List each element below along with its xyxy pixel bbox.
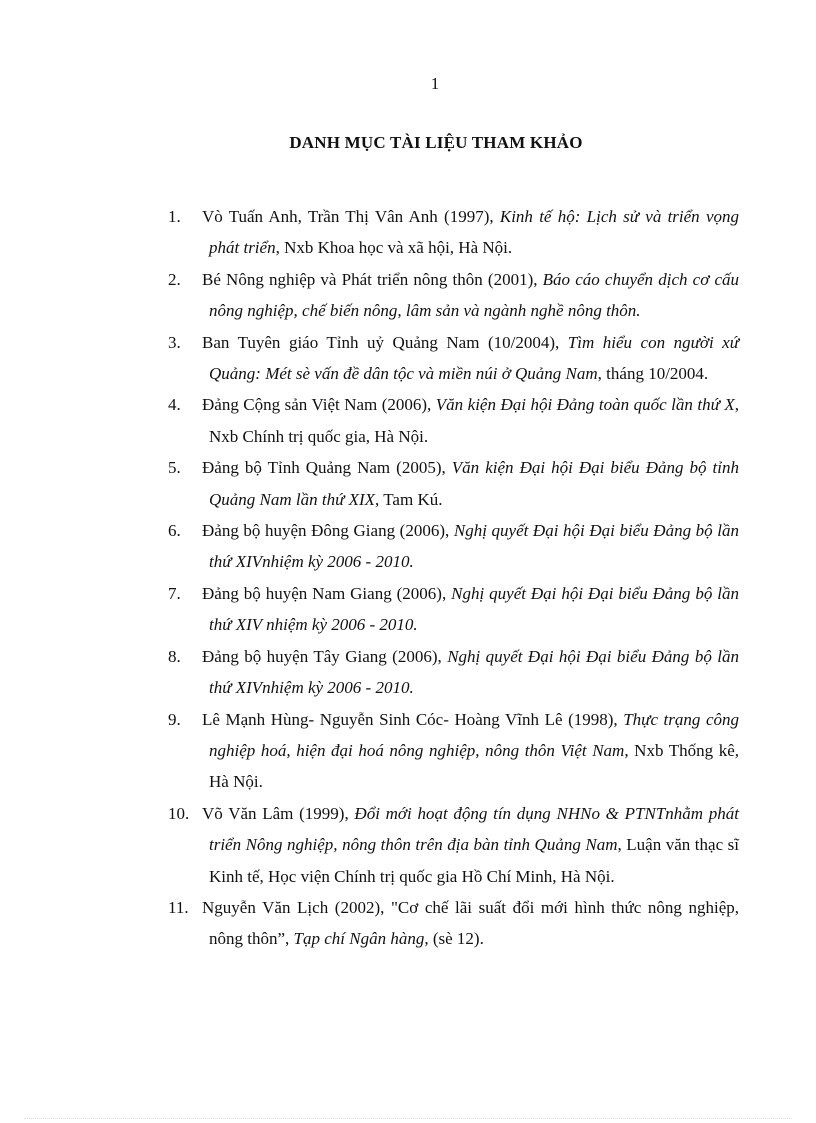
reference-publisher-text: , Luận văn thạc sĩ Kinh tế, Học viện Chính trị quốc gia Hồ Chí Minh, Hà Nội. (209, 835, 739, 886)
reference-author-text: Võ Văn Lâm (1999), (202, 803, 355, 823)
reference-number: 4. (168, 395, 181, 415)
reference-number: 1. (168, 207, 181, 226)
reference-author-text: Đảng bộ huyện Tây Giang (2006), (202, 646, 448, 666)
reference-item (134, 892, 739, 955)
reference-author-text: Đảng bộ huyện Đông Giang (2006), (202, 521, 454, 541)
reference-number: 3. (168, 332, 181, 352)
reference-title-text: Kinh tế hộ: Lịch sử và triển vọng phát triển (209, 207, 739, 258)
reference-title-text: Đổi mới hoạt động tín dụng NHNo & PTNTnhằm phát triển Nông nghiệp, nông thôn trên địa bàn tỉnh Quảng Nam (209, 803, 739, 855)
reference-list (134, 201, 739, 955)
reference-number: 11. (168, 897, 189, 917)
reference-title-text: Tìm hiểu con người xứ Quảng: Mét sè vấn đề dân tộc và miền núi ở Quảng Nam (209, 332, 739, 384)
reference-number: 6. (168, 521, 181, 541)
reference-author-text: Nguyễn Văn Lịch (2002), "Cơ chế lãi suất đổi mới hình thức nông nghiệp, nông thôn”, (202, 897, 739, 949)
reference-item (134, 264, 739, 327)
reference-title-text: Tạp chí Ngân hàng (293, 929, 425, 949)
reference-publisher-text: , tháng 10/2004. (597, 364, 709, 384)
reference-publisher-text: , (sè 12). (424, 929, 484, 949)
reference-title-text: Nghị quyết Đại hội Đại biểu Đảng bộ lần thứ XIV nhiệm kỳ 2006 - 2010. (209, 583, 740, 635)
reference-item (134, 641, 739, 704)
reference-publisher-text: , Nxb Khoa học và xã hội, Hà Nội. (275, 238, 513, 258)
reference-number: 2. (168, 269, 181, 289)
reference-publisher-text: , Tam Kú. (375, 489, 443, 509)
page-bottom-divider (24, 1118, 792, 1119)
reference-number: 10. (168, 803, 190, 823)
reference-item (134, 704, 739, 798)
reference-item (134, 515, 739, 578)
reference-publisher-text: , Nxb Chính trị quốc gia, Hà Nội. (209, 395, 739, 446)
reference-item (134, 798, 739, 892)
reference-author-text: Lê Mạnh Hùng- Nguyễn Sinh Cóc- Hoàng Vĩnh Lê (1998), (202, 709, 624, 729)
reference-author-text: Ban Tuyên giáo Tỉnh uỷ Quảng Nam (10/2004), (202, 332, 568, 352)
reference-item (134, 201, 739, 264)
reference-number: 8. (168, 646, 181, 666)
page-title: DANH MỤC TÀI LIỆU THAM KHẢO (289, 133, 583, 152)
reference-item (134, 452, 739, 515)
reference-number: 9. (168, 709, 181, 729)
reference-title-text: Văn kiện Đại hội Đại biểu Đảng bộ tỉnh Quảng Nam lần thứ XIX (209, 458, 740, 509)
reference-title-text: Văn kiện Đại hội Đảng toàn quốc lần thứ X (435, 395, 735, 415)
reference-author-text: Vò Tuấn Anh, Trần Thị Vân Anh (1997), (202, 207, 500, 226)
reference-item (134, 327, 739, 390)
reference-title-text: Thực trạng công nghiệp hoá, hiện đại hoá nông nghiệp, nông thôn Việt Nam (209, 709, 739, 760)
reference-title-text: Nghị quyết Đại hội Đại biểu Đảng bộ lần thứ XIVnhiệm kỳ 2006 - 2010. (209, 521, 740, 572)
reference-item (134, 389, 739, 452)
reference-author-text: Đảng bộ huyện Nam Giang (2006), (202, 583, 452, 603)
page-number: 1 (430, 74, 440, 93)
reference-author-text: Đảng bộ Tỉnh Quảng Nam (2005), (202, 458, 452, 478)
reference-publisher-text: , Nxb Thống kê, Hà Nội. (209, 740, 739, 792)
reference-item (134, 578, 739, 641)
reference-author-text: Bé Nông nghiệp và Phát triển nông thôn (2001), (202, 269, 543, 289)
reference-title-text: Báo cáo chuyển dịch cơ cấu nông nghiệp, chế biến nông, lâm sản và ngành nghề nông thôn. (209, 269, 739, 321)
reference-number: 5. (168, 458, 181, 478)
reference-author-text: Đảng Cộng sản Việt Nam (2006), (202, 395, 436, 415)
reference-number: 7. (168, 583, 181, 603)
reference-title-text: Nghị quyết Đại hội Đại biểu Đảng bộ lần thứ XIVnhiệm kỳ 2006 - 2010. (209, 646, 739, 698)
